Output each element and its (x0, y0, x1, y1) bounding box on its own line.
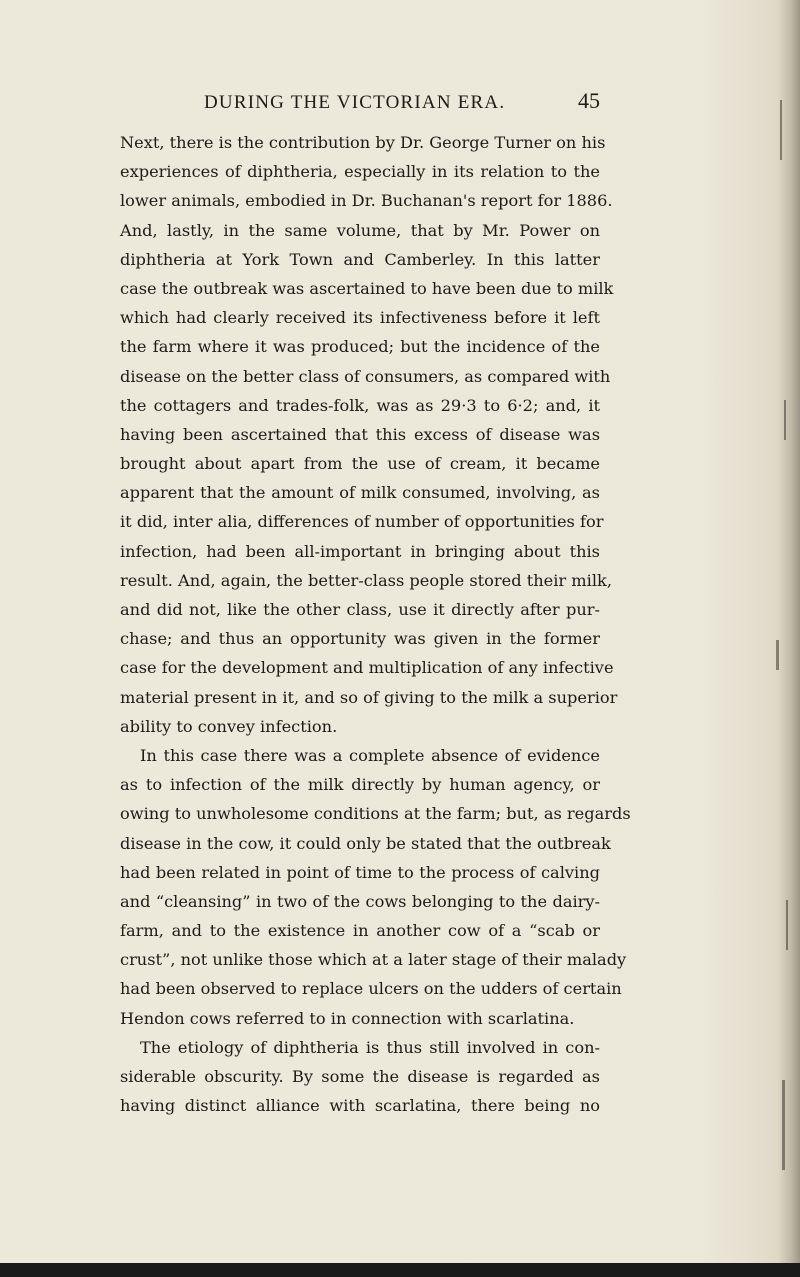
text-line: result. And, again, the better-class people stored their milk, (120, 570, 612, 590)
text-line: the cottagers and trades-folk, was as 29·3 to 6·2; and, it (120, 395, 600, 415)
text-line: The etiology of diphtheria is thus still involved in con- (140, 1037, 600, 1057)
text-line: the farm where it was produced; but the incidence of the (120, 337, 600, 357)
running-head: DURING THE VICTORIAN ERA. (204, 92, 506, 113)
text-line: had been observed to replace ulcers on the udders of certain (120, 979, 622, 999)
scan-bottom-edge (0, 1263, 800, 1277)
text-line: material present in it, and so of giving to the milk a superior (120, 687, 618, 707)
text-line: as to infection of the milk directly by human agency, or (120, 775, 600, 795)
page-header (120, 88, 600, 118)
text-line: which had clearly received its infectiveness before it left (120, 308, 600, 328)
text-line: ability to convey infection. (120, 716, 338, 736)
text-line: Hendon cows referred to in connection with scarlatina. (120, 1008, 575, 1028)
text-line: case for the development and multiplication of any infective (120, 658, 614, 678)
text-line: and “cleansing” in two of the cows belonging to the dairy- (120, 891, 600, 911)
text-line: apparent that the amount of milk consumed, involving, as (120, 483, 600, 503)
text-line: And, lastly, in the same volume, that by Mr. Power on (120, 220, 600, 240)
page-edge-marks (766, 80, 796, 1230)
text-line: having been ascertained that this excess of disease was (120, 424, 600, 444)
text-line: siderable obscurity. By some the disease is regarded as (120, 1067, 600, 1086)
text-line: crust”, not unlike those which at a later stage of their malady (120, 950, 627, 970)
text-line: diphtheria at York Town and Camberley. In this latter (120, 249, 600, 269)
text-line: In this case there was a complete absence of evidence (140, 745, 600, 765)
text-line: case the outbreak was ascertained to have been due to milk (120, 278, 614, 298)
page-number: 45 (578, 88, 600, 113)
text-line: experiences of diphtheria, especially in its relation to the (120, 162, 600, 182)
text-line: disease on the better class of consumers, as compared with (120, 366, 611, 386)
text-line: Next, there is the contribution by Dr. George Turner on his (120, 133, 606, 152)
text-line: had been related in point of time to the process of calving (120, 862, 600, 882)
text-line: farm, and to the existence in another cow of a “scab or (120, 921, 600, 941)
text-line: brought about apart from the use of cream, it became (120, 454, 600, 474)
text-line: having distinct alliance with scarlatina, there being no (120, 1096, 600, 1116)
text-line: owing to unwholesome conditions at the farm; but, as regards (120, 804, 631, 824)
text-line: chase; and thus an opportunity was given in the former (120, 629, 600, 649)
text-line: it did, inter alia, differences of number of opportunities for (120, 512, 604, 532)
text-line: and did not, like the other class, use it directly after pur- (120, 600, 600, 619)
text-line: infection, had been all-important in bringing about this (120, 541, 600, 561)
text-line: lower animals, embodied in Dr. Buchanan's report for 1886. (120, 191, 613, 211)
text-line: disease in the cow, it could only be stated that the outbreak (120, 833, 611, 853)
body-text (120, 128, 631, 1120)
